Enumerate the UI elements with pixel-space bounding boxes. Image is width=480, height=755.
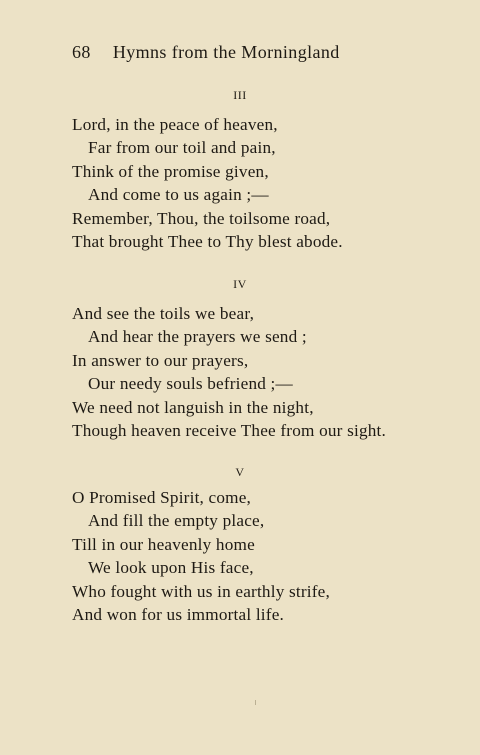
stanza-line: Till in our heavenly home — [72, 534, 255, 554]
stanza-line: O Promised Spirit, come, — [72, 488, 252, 507]
stanza-iv — [72, 302, 452, 442]
stanza-line: That brought Thee to Thy blest abode. — [72, 232, 343, 252]
page-number: 68 — [72, 42, 91, 62]
stanza-line: In answer to our prayers, — [72, 350, 249, 370]
stanza-numeral-v: V — [235, 465, 245, 479]
stanza-line: And fill the empty place, — [88, 511, 265, 531]
stanza-line: And come to us again ;— — [88, 185, 269, 205]
stanza-line: Remember, Thou, the toilsome road, — [72, 208, 331, 228]
stanza-line: We look upon His face, — [88, 558, 254, 578]
running-title: Hymns from the Morningland — [112, 42, 340, 62]
running-header — [72, 42, 340, 63]
stanza-line: Our needy souls befriend ;— — [88, 374, 293, 394]
stanza-line: Who fought with us in earthly strife, — [72, 581, 331, 601]
stanza-iii — [72, 113, 452, 253]
stanza-line: Though heaven receive Thee from our sight. — [72, 421, 387, 441]
stanza-v — [72, 486, 452, 626]
stanza-numeral-iii: III — [233, 88, 247, 102]
stanza-line: And won for us immortal life. — [72, 605, 285, 625]
stanza-numeral-iv: IV — [233, 277, 247, 291]
stanza-line: Lord, in the peace of heaven, — [72, 115, 278, 134]
stanza-line: Think of the promise given, — [72, 161, 269, 181]
paper-speck — [255, 700, 256, 705]
stanza-line: Far from our toil and pain, — [88, 138, 276, 158]
stanza-line: And see the toils we bear, — [72, 304, 255, 323]
stanza-line: And hear the prayers we send ; — [88, 327, 307, 347]
stanza-line: We need not languish in the night, — [72, 397, 314, 417]
